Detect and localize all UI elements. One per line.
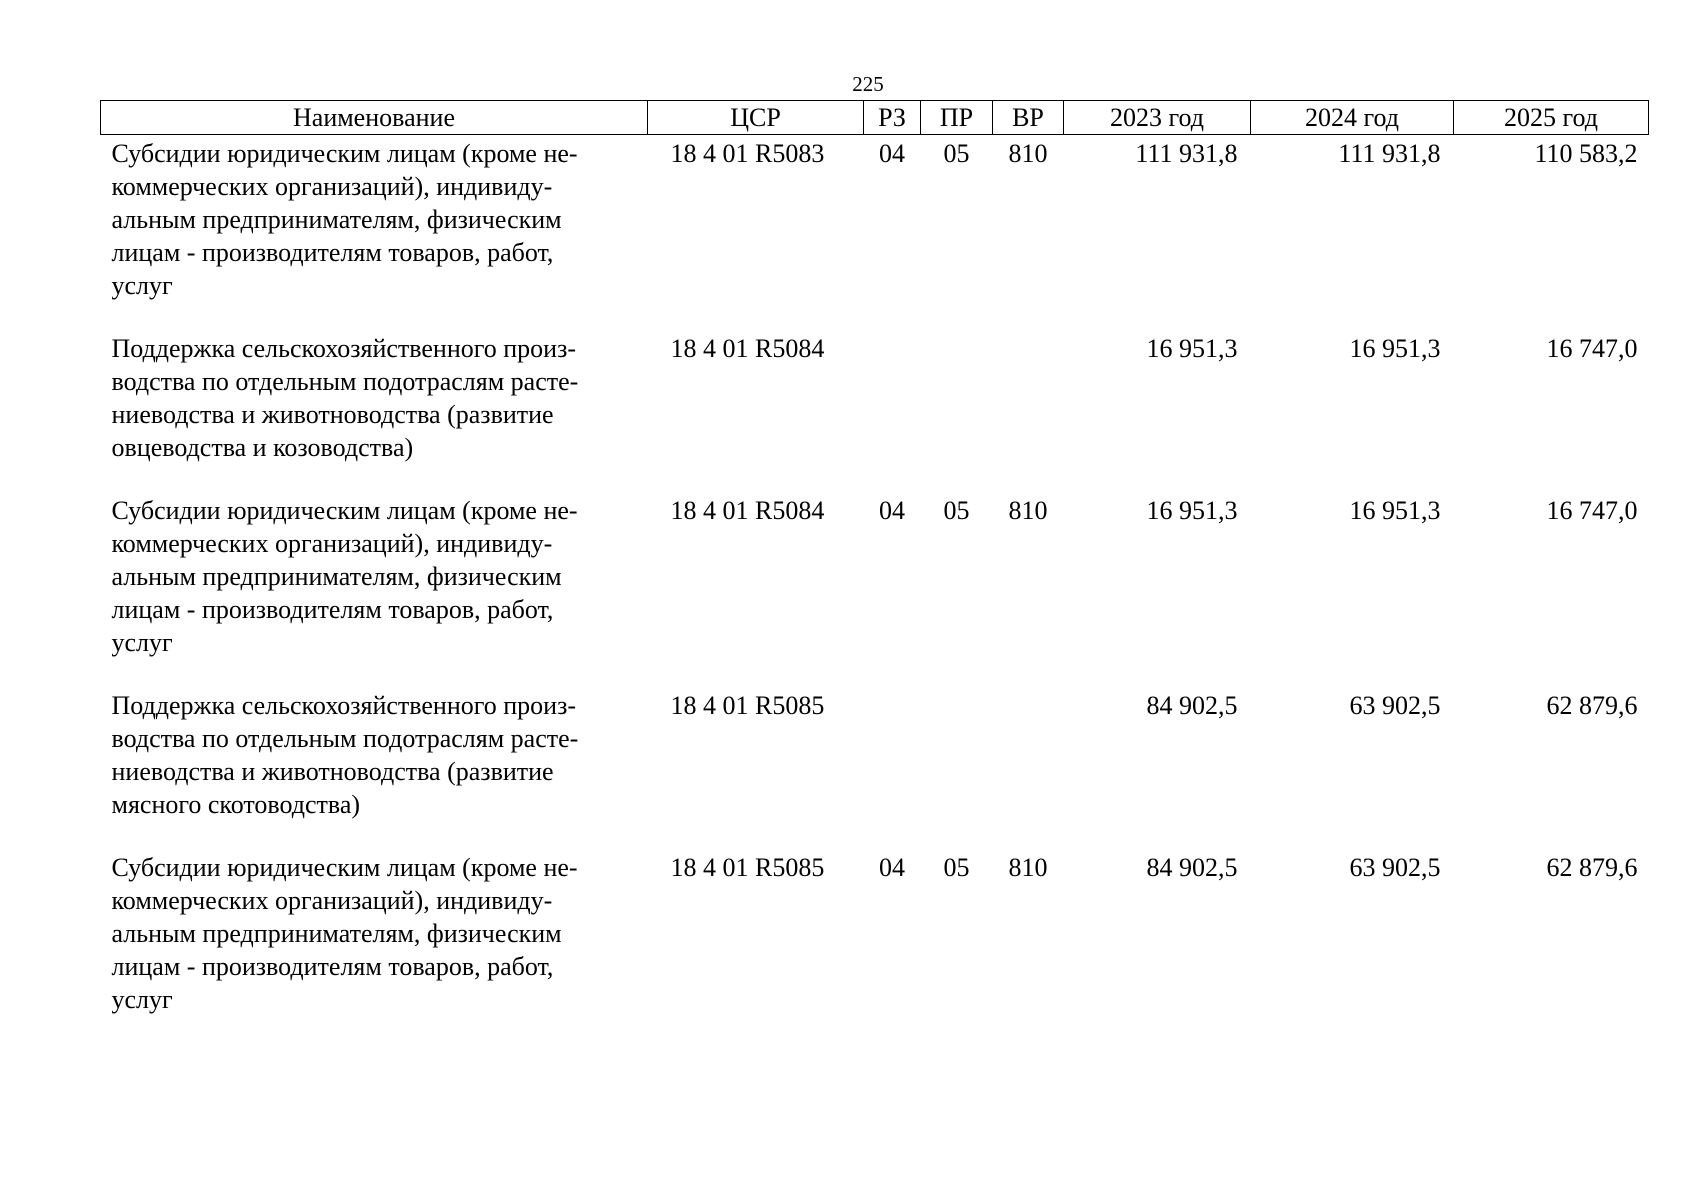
table-row bbox=[101, 332, 1649, 494]
row-2025: 62 879,6 bbox=[1546, 853, 1638, 882]
name-line: ниеводства и животноводства (развитие bbox=[111, 757, 554, 786]
row-name bbox=[101, 332, 648, 494]
header-2023: 2023 год bbox=[1064, 101, 1251, 135]
row-name bbox=[101, 851, 648, 1046]
header-row bbox=[101, 101, 1649, 135]
row-2025: 110 583,2 bbox=[1534, 139, 1638, 168]
name-line: Субсидии юридическим лицам (кроме не- bbox=[111, 496, 578, 525]
header-rz: РЗ bbox=[864, 101, 921, 135]
name-line: мясного скотоводства) bbox=[111, 790, 361, 819]
table-body bbox=[101, 135, 1649, 1047]
name-line: Субсидии юридическим лицам (кроме не- bbox=[111, 139, 578, 168]
row-2023: 16 951,3 bbox=[1146, 496, 1238, 525]
row-csr: 18 4 01 R5084 bbox=[670, 496, 825, 525]
row-vr bbox=[993, 332, 1064, 494]
row-csr: 18 4 01 R5084 bbox=[670, 334, 825, 363]
row-pr bbox=[921, 332, 993, 494]
row-2024: 16 951,3 bbox=[1349, 496, 1441, 525]
row-csr: 18 4 01 R5085 bbox=[670, 691, 825, 720]
row-vr: 810 bbox=[1008, 496, 1048, 525]
row-rz bbox=[864, 689, 921, 851]
header-2025: 2025 год bbox=[1454, 101, 1649, 135]
name-line: лицам - производителям товаров, работ, bbox=[111, 238, 554, 267]
table-row bbox=[101, 135, 1649, 333]
row-name bbox=[101, 689, 648, 851]
name-line: Поддержка сельскохозяйственного произ- bbox=[111, 691, 577, 720]
row-rz: 04 bbox=[879, 853, 905, 882]
row-2023: 84 902,5 bbox=[1146, 853, 1238, 882]
row-2023: 84 902,5 bbox=[1146, 691, 1238, 720]
row-rz bbox=[864, 332, 921, 494]
row-2024: 63 902,5 bbox=[1349, 691, 1441, 720]
name-line: услуг bbox=[111, 985, 173, 1014]
row-name bbox=[101, 135, 648, 333]
table-row bbox=[101, 494, 1649, 689]
table-row bbox=[101, 851, 1649, 1046]
row-2024: 16 951,3 bbox=[1349, 334, 1441, 363]
row-pr: 05 bbox=[943, 496, 970, 525]
table-header bbox=[101, 101, 1649, 135]
name-line: альным предпринимателям, физическим bbox=[111, 205, 562, 234]
row-pr: 05 bbox=[943, 139, 970, 168]
name-line: услуг bbox=[111, 628, 173, 657]
header-name: Наименование bbox=[101, 101, 648, 135]
table-row bbox=[101, 689, 1649, 851]
row-2024: 63 902,5 bbox=[1349, 853, 1441, 882]
row-rz: 04 bbox=[879, 139, 905, 168]
name-line: коммерческих организаций), индивиду- bbox=[111, 886, 553, 915]
name-line: овцеводства и козоводства) bbox=[111, 433, 414, 462]
header-2024: 2024 год bbox=[1251, 101, 1454, 135]
budget-table bbox=[100, 100, 1649, 1046]
row-csr: 18 4 01 R5083 bbox=[670, 139, 825, 168]
name-line: лицам - производителям товаров, работ, bbox=[111, 595, 554, 624]
name-line: ниеводства и животноводства (развитие bbox=[111, 400, 554, 429]
row-2025: 16 747,0 bbox=[1546, 334, 1638, 363]
row-2024: 111 931,8 bbox=[1338, 139, 1441, 168]
name-line: услуг bbox=[111, 271, 173, 300]
row-csr: 18 4 01 R5085 bbox=[670, 853, 825, 882]
page-number: 225 bbox=[852, 72, 884, 96]
row-2025: 16 747,0 bbox=[1546, 496, 1638, 525]
name-line: альным предпринимателям, физическим bbox=[111, 562, 562, 591]
row-2023: 111 931,8 bbox=[1135, 139, 1238, 168]
header-pr: ПР bbox=[921, 101, 993, 135]
header-vr: ВР bbox=[993, 101, 1064, 135]
name-line: Субсидии юридическим лицам (кроме не- bbox=[111, 853, 578, 882]
name-line: Поддержка сельскохозяйственного произ- bbox=[111, 334, 577, 363]
name-line: водства по отдельным подотраслям расте- bbox=[111, 367, 579, 396]
name-line: альным предпринимателям, физическим bbox=[111, 919, 562, 948]
row-vr: 810 bbox=[1008, 853, 1048, 882]
row-pr: 05 bbox=[943, 853, 970, 882]
row-2023: 16 951,3 bbox=[1146, 334, 1238, 363]
row-vr bbox=[993, 689, 1064, 851]
row-vr: 810 bbox=[1008, 139, 1048, 168]
row-name bbox=[101, 494, 648, 689]
row-rz: 04 bbox=[879, 496, 905, 525]
row-pr bbox=[921, 689, 993, 851]
header-csr: ЦСР bbox=[648, 101, 864, 135]
name-line: коммерческих организаций), индивиду- bbox=[111, 529, 553, 558]
name-line: лицам - производителям товаров, работ, bbox=[111, 952, 554, 981]
row-2025: 62 879,6 bbox=[1546, 691, 1638, 720]
name-line: водства по отдельным подотраслям расте- bbox=[111, 724, 579, 753]
name-line: коммерческих организаций), индивиду- bbox=[111, 172, 553, 201]
